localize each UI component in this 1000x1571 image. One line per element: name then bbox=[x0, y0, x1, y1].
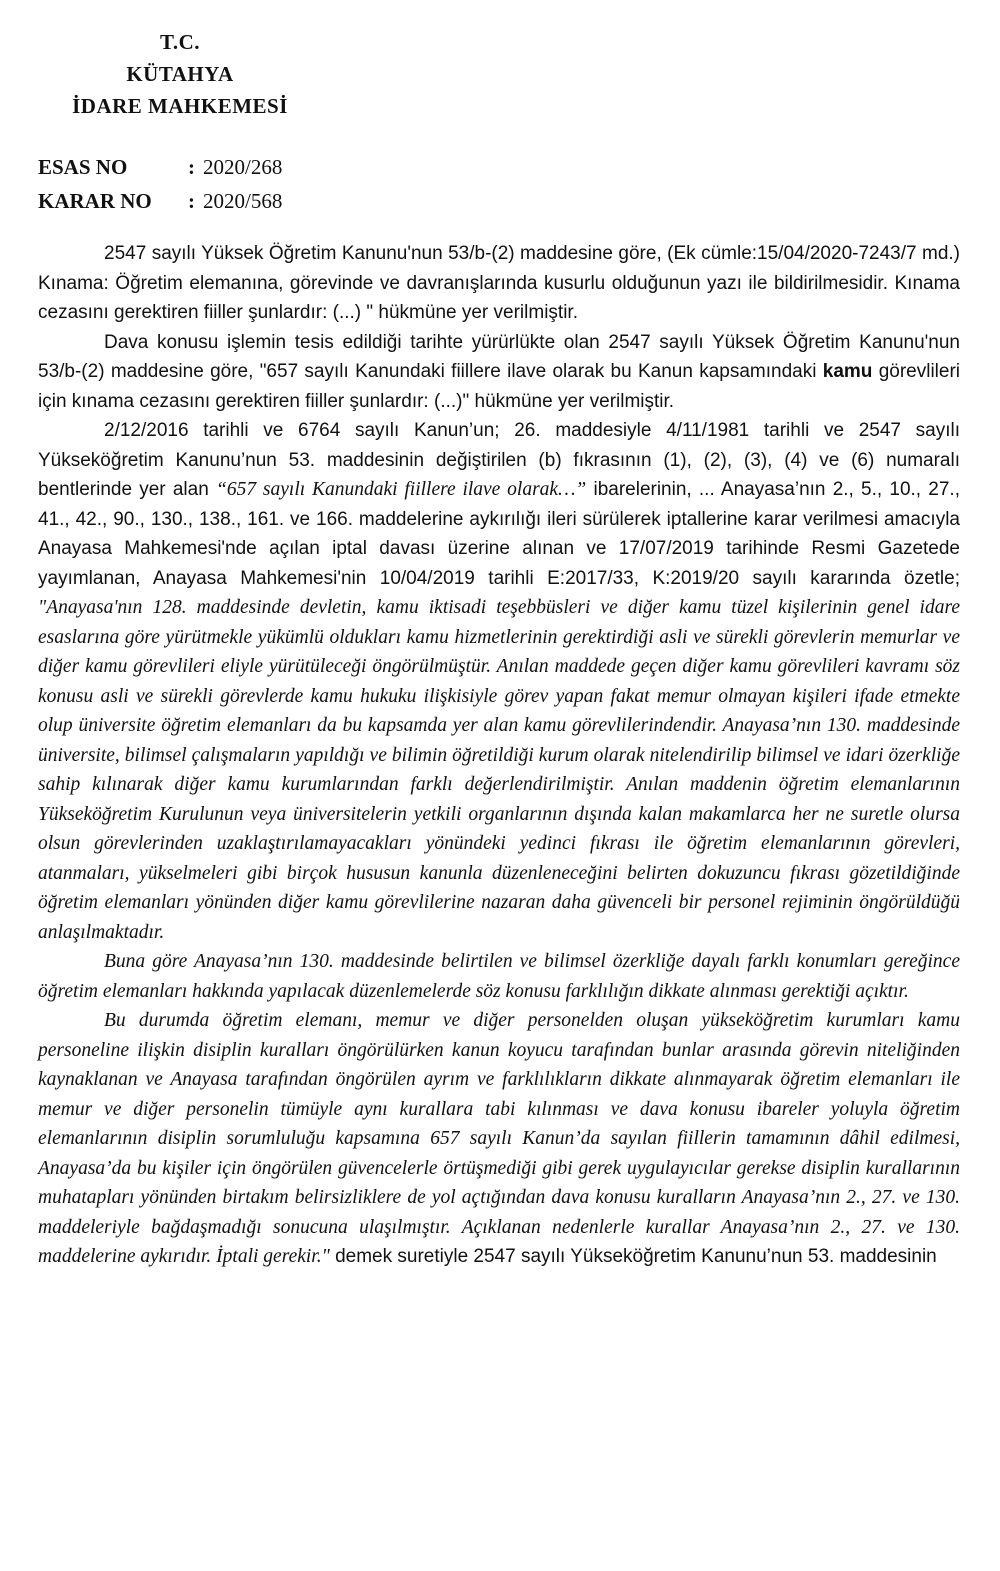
karar-label: KARAR NO bbox=[38, 189, 152, 213]
esas-row bbox=[38, 150, 282, 184]
header-country: T.C. bbox=[159, 30, 201, 54]
paragraph-5 bbox=[38, 1006, 960, 1272]
header-court-name: İDARE MAHKEMESİ bbox=[72, 94, 288, 118]
karar-row bbox=[38, 184, 282, 218]
paragraph-2-part-a: Dava konusu işlemin tesis edildiği tarihte yürürlükte olan 2547 sayılı Yüksek Öğretim Kanunu'nun 53/b-(2) maddesine göre, "657 sayılı Kanundaki fiillere ilave olarak bu Kanun kapsamındaki bbox=[38, 331, 960, 382]
paragraph-3-part-b: ibarelerinin, ... Anayasa’nın 2., 5., 10., 27., 41., 42., 90., 130., 138., 161. ve 166. maddelerine aykırılığı ileri sürülerek iptallerine karar verilmesi amacıyla Anayasa Mahkemesi'nde açılan iptal davası üzerine alınan ve 17/07/2019 tarihinde Resmi Gazetede yayımlanan, Anayasa Mahkemesi'nin 10/04/2019 tarihli E:2017/33, K:2019/20 sayılı kararında özetle; bbox=[38, 479, 960, 589]
paragraph-4: Buna göre Anayasa’nın 130. maddesinde belirtilen ve bilimsel özerkliğe dayalı farklı konumları gereğince öğretim elemanları hakkında yapılacak düzenlemelerde söz konusu farklılığın dikkate alınması gerektiği açıktır. bbox=[38, 951, 960, 1002]
esas-value: 2020/268 bbox=[203, 155, 283, 179]
paragraph-2-part-b: görevlileri için kınama cezasını gerektiren fiiller şunlardır: (...)" hükmüne yer verilmiştir. bbox=[38, 361, 960, 412]
esas-colon: : bbox=[188, 155, 195, 179]
karar-colon: : bbox=[188, 189, 195, 213]
document-body bbox=[38, 239, 960, 1272]
esas-label: ESAS NO bbox=[38, 155, 128, 179]
paragraph-1: 2547 sayılı Yüksek Öğretim Kanunu'nun 53/b-(2) maddesine göre, (Ek cümle:15/04/2020-7243/7 md.) Kınama: Öğretim elemanına, görevinde ve davranışlarında kusurlu olduğunun yazı ile bildirilmesidir. Kınama cezasını gerektiren fiiller şunlardır: (...) " hükmüne yer verilmiştir. bbox=[38, 243, 960, 323]
paragraph-2 bbox=[38, 328, 960, 417]
court-header bbox=[50, 26, 310, 122]
paragraph-3-quote: "Anayasa'nın 128. maddesinde devletin, kamu iktisadi teşebbüsleri ve diğer kamu tüzel kişilerinin genel idare esaslarına göre yürütmekle yükümlü oldukları kamu hizmetlerinin gerektirdiği asli ve sürekli görevlerin memurlar ve diğer kamu görevlileri eliyle yürütüleceği öngörülmüştür. Anılan maddede geçen diğer kamu görevlileri kavramı söz konusu asli ve sürekli görevlerde kamu hukuku ilişkisiyle görev yapan fakat memur olmayan kişileri ifade etmekte olup üniversite öğretim elemanları da bu kapsamda yer alan kamu görevlilerindendir. Anayasa’nın 130. maddesinde üniversite, bilimsel çalışmaların yapıldığı ve bilimin öğretildiği kurum olarak nitelendirilip bilimsel ve idari özerkliğe sahip kılınarak diğer kamu kurumlarından farklı değerlendirilmiştir. Anılan maddenin öğretim elemanlarının Yükseköğretim Kurulunun veya üniversitelerin yetkili organlarının dışında kalan makamlarca her ne suretle olursa olsun görevlerinden uzaklaştırılamayacakları yönündeki yedinci fıkrası ile öğretim elemanlarının görevleri, atanmaları, yükselmeleri gibi birçok hususun kanunla düzenleneceğini belirten dokuzuncu fıkrası gözetildiğinde öğretim elemanları yönünden diğer kamu görevlilerine nazaran daha güvenceli bir personel rejiminin öngörüldüğü anlaşılmaktadır. bbox=[38, 597, 960, 943]
paragraph-5-tail: demek suretiyle 2547 sayılı Yükseköğretim Kanunu’nun 53. maddesinin bbox=[329, 1246, 937, 1267]
header-city: KÜTAHYA bbox=[126, 62, 234, 86]
paragraph-5-quote: Bu durumda öğretim elemanı, memur ve diğer personelden oluşan yükseköğretim kurumları kamu personeline ilişkin disiplin kuralları öngörülürken kanun koyucu tarafından bunlar arasında görevin niteliğinden kaynaklanan ve Anayasa tarafından öngörülen ayrım ve farklılıkların dikkate alınmayarak öğretim elemanları ile memur ve diğer personelin tümüyle aynı kurallara tabi kılınması ve dava konusu ibareler yoluyla öğretim elemanlarının disiplin sorumluluğu kapsamına 657 sayılı Kanun’da sayılan fiillerin tamamının dâhil edilmesi, Anayasa’da bu kişiler için öngörülen güvencelerle örtüşmediği gibi gerek uygulayıcılar gerekse disiplin kurallarının muhatapları yönünden birtakım belirsizliklere de yol açtığından dava konusu kuralların Anayasa’nın 2., 27. ve 130. maddeleriyle bağdaşmadığı sonucuna ulaşılmıştır. Açıklanan nedenlerle kurallar Anayasa’nın 2., 27. ve 130. maddelerine aykırıdır. İptali gerekir." bbox=[38, 1010, 960, 1267]
paragraph-3-part-a: 2/12/2016 tarihli ve 6764 sayılı Kanun’un; 26. maddesiyle 4/11/1981 tarihli ve 2547 sayılı Yükseköğretim Kanunu’nun 53. maddesinin değiştirilen (b) fıkrasının (1), (2), (3), (4) ve (6) numaralı bentlerinde yer alan bbox=[38, 420, 960, 500]
paragraph-3-italic: “657 sayılı Kanundaki fiillere ilave olarak…” bbox=[216, 479, 587, 500]
paragraph-3 bbox=[38, 416, 960, 947]
paragraph-2-bold: kamu bbox=[822, 361, 873, 382]
case-info bbox=[38, 150, 282, 218]
karar-value: 2020/568 bbox=[203, 189, 283, 213]
